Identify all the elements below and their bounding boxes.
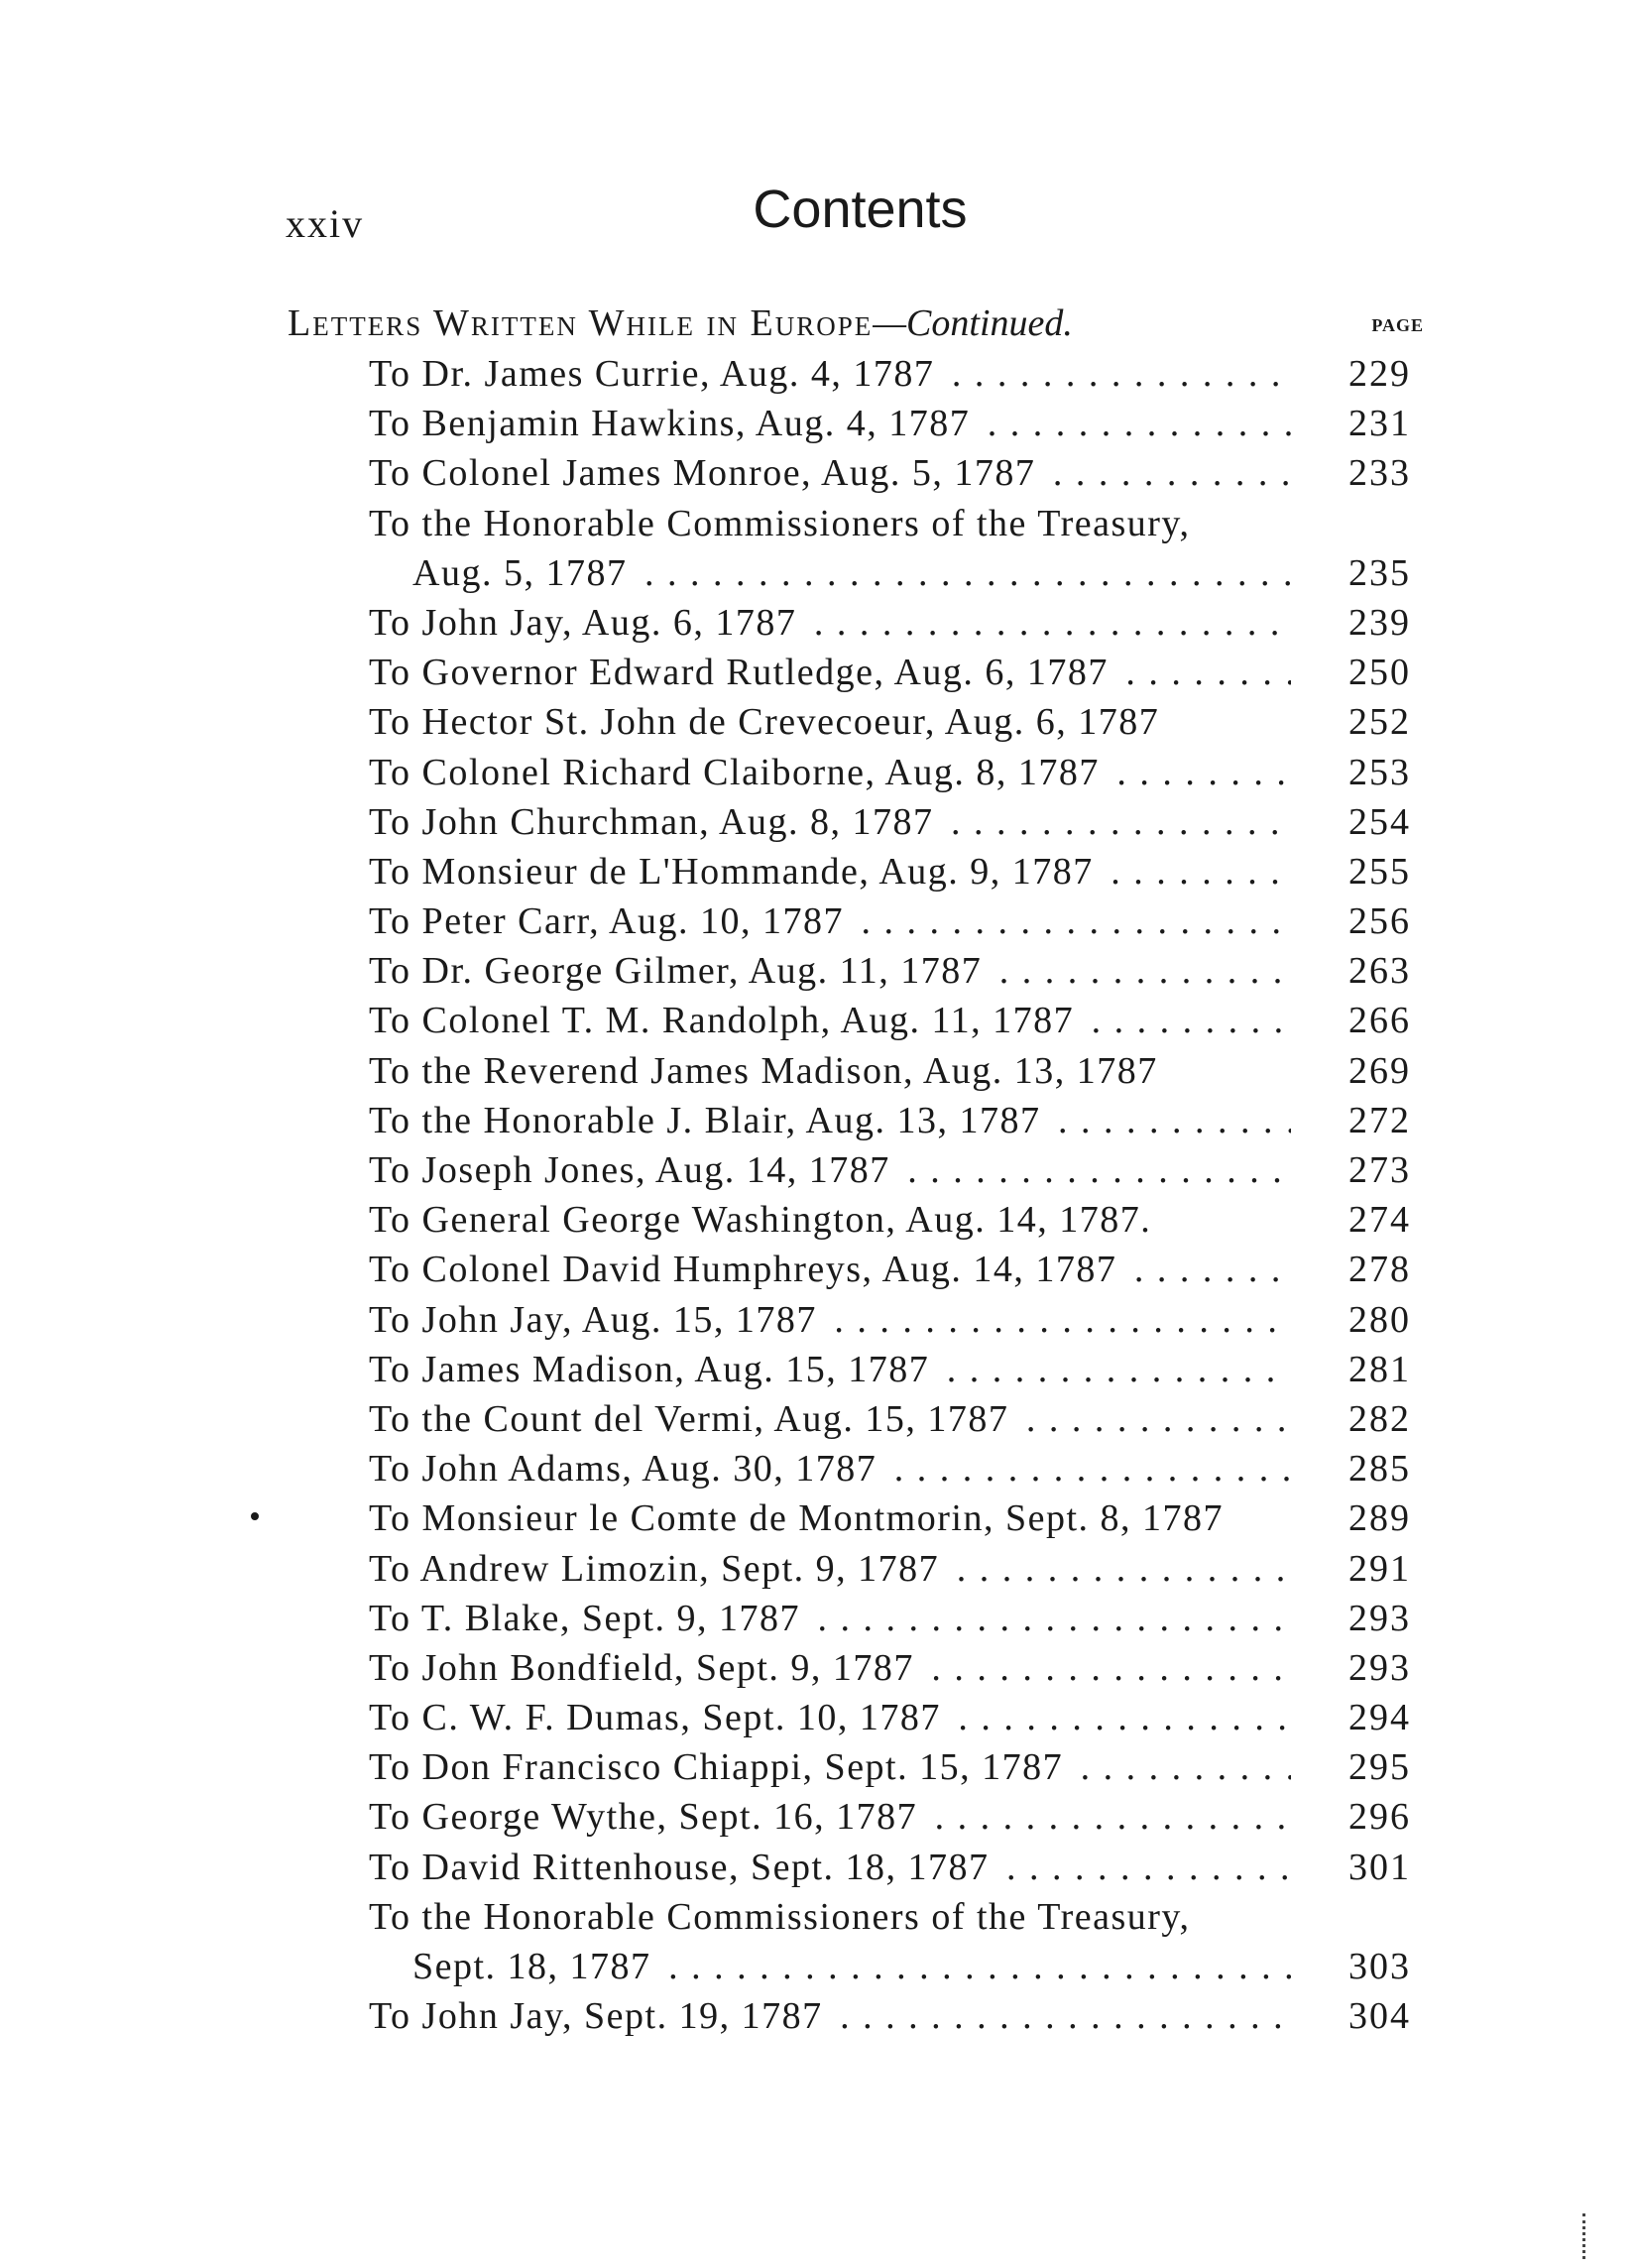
toc-entry-title: To the Count del Vermi, Aug. 15, 1787	[369, 1398, 1014, 1440]
toc-entry-page: 285	[1348, 1448, 1411, 1491]
toc-entry[interactable]	[369, 598, 1438, 648]
toc-entry-title: To Joseph Jones, Aug. 14, 1787	[369, 1149, 896, 1191]
toc-entry-title: Aug. 5, 1787	[412, 552, 633, 594]
toc-entry-page: 231	[1348, 403, 1411, 445]
toc-entry-title: To Colonel T. M. Randolph, Aug. 11, 1787	[369, 1000, 1080, 1041]
toc-entry-title: To Andrew Limozin, Sept. 9, 1787	[369, 1548, 945, 1590]
toc-entry-title: To the Honorable Commissioners of the Treasury,	[369, 503, 1196, 544]
toc-entry[interactable]	[369, 1693, 1438, 1742]
toc-entry-title: To Monsieur de L'Hommande, Aug. 9, 1787	[369, 851, 1100, 893]
toc-entry-page: 274	[1348, 1199, 1411, 1242]
toc-entry-page: 293	[1348, 1646, 1411, 1689]
toc-entry-title: To C. W. F. Dumas, Sept. 10, 1787	[369, 1697, 947, 1738]
toc-entry-page: 233	[1348, 452, 1411, 495]
toc-entry[interactable]	[369, 399, 1438, 448]
toc-entry[interactable]	[369, 946, 1438, 996]
toc-entry-title: To James Madison, Aug. 15, 1787	[369, 1349, 935, 1390]
toc-entry[interactable]	[369, 1493, 1438, 1543]
running-head	[0, 179, 1637, 258]
toc-entry-page: 253	[1348, 751, 1411, 793]
toc-entry[interactable]	[369, 1792, 1438, 1842]
toc-entry-title: To David Rittenhouse, Sept. 18, 1787	[369, 1847, 995, 1888]
toc-entry[interactable]	[369, 1892, 1438, 1942]
toc-entry-title: To Governor Edward Rutledge, Aug. 6, 1787	[369, 652, 1114, 693]
page-edge-mark	[1582, 2213, 1588, 2259]
toc-entry[interactable]	[369, 349, 1438, 399]
toc-entry-title: To Colonel Richard Claiborne, Aug. 8, 1787	[369, 752, 1106, 793]
toc-entry[interactable]	[369, 996, 1438, 1045]
toc-entry-continuation[interactable]	[369, 548, 1438, 598]
toc-entry-page: 289	[1348, 1497, 1411, 1540]
toc-entry-page: 273	[1348, 1149, 1411, 1191]
page-title: Contents	[753, 179, 968, 239]
toc-entry-page: 304	[1348, 1995, 1411, 2038]
toc-entry[interactable]	[369, 648, 1438, 697]
toc-entry-title: To Colonel David Humphreys, Aug. 14, 1787	[369, 1249, 1122, 1290]
page-column-label: PAGE	[1371, 315, 1424, 335]
toc-entry-title: To George Wythe, Sept. 16, 1787	[369, 1796, 923, 1838]
toc-entry[interactable]	[369, 1742, 1438, 1792]
toc-entry-title: To John Bondfield, Sept. 9, 1787	[369, 1647, 920, 1689]
toc-entry[interactable]	[369, 1345, 1438, 1394]
toc-entry-page: 295	[1348, 1746, 1411, 1789]
toc-entry-page: 272	[1348, 1099, 1411, 1141]
toc-entry-page: 293	[1348, 1597, 1411, 1639]
toc-entry-page: 303	[1348, 1946, 1411, 1987]
toc-entry-page: 266	[1348, 1000, 1411, 1042]
page-number: xxiv	[286, 201, 365, 246]
toc-entry-page: 280	[1348, 1298, 1411, 1341]
toc-entry-page: 301	[1348, 1846, 1411, 1888]
toc-entry[interactable]	[369, 448, 1438, 498]
toc-entry[interactable]	[369, 896, 1438, 946]
margin-mark	[251, 1512, 259, 1520]
toc-entry-page: 278	[1348, 1249, 1411, 1291]
section-title: Letters Written While in Europe	[288, 302, 874, 344]
section-continued: —Continued.	[873, 302, 1073, 344]
toc-entry-page: 254	[1348, 800, 1411, 843]
toc-entry[interactable]	[369, 1843, 1438, 1892]
toc-entry-page: 263	[1348, 950, 1411, 993]
toc-entry-page: 291	[1348, 1547, 1411, 1590]
toc-entry[interactable]	[369, 1245, 1438, 1294]
toc-entry-title: To Don Francisco Chiappi, Sept. 15, 1787	[369, 1746, 1069, 1788]
toc-entry-continuation[interactable]	[369, 1942, 1438, 1991]
toc-entry[interactable]	[369, 1594, 1438, 1643]
toc-entry[interactable]	[369, 1991, 1438, 2041]
toc-entry[interactable]	[369, 797, 1438, 847]
toc-entry-page: 255	[1348, 850, 1411, 893]
toc-entry-title: To John Jay, Aug. 6, 1787	[369, 602, 802, 644]
toc-entry-page: 235	[1348, 551, 1411, 594]
toc-entry-page: 239	[1348, 601, 1411, 644]
section-heading	[288, 301, 1438, 345]
toc-entry[interactable]	[369, 1544, 1438, 1594]
toc-entry-title: To Dr. George Gilmer, Aug. 11, 1787	[369, 950, 988, 992]
toc-entry-page: 282	[1348, 1397, 1411, 1440]
toc-entry-title: To John Jay, Aug. 15, 1787	[369, 1299, 823, 1341]
toc-entry-page: 252	[1348, 701, 1411, 744]
toc-entry-page: 256	[1348, 900, 1411, 943]
toc-entry-title: To the Honorable Commissioners of the Treasury,	[369, 1896, 1196, 1938]
toc-entry[interactable]	[369, 697, 1438, 747]
toc-entry-title: To John Jay, Sept. 19, 1787	[369, 1995, 829, 2037]
toc-entry[interactable]	[369, 1444, 1438, 1493]
toc-entry-page: 269	[1348, 1049, 1411, 1092]
toc-entry-title: To John Churchman, Aug. 8, 1787	[369, 801, 939, 843]
toc-entry-title: To Dr. James Currie, Aug. 4, 1787	[369, 353, 940, 395]
toc-entry-title: To the Reverend James Madison, Aug. 13, 1787	[369, 1050, 1164, 1092]
toc-entry[interactable]	[369, 847, 1438, 896]
toc-entry[interactable]	[369, 1195, 1438, 1245]
toc-entry[interactable]	[369, 1643, 1438, 1693]
contents-list	[369, 349, 1438, 2041]
toc-entry[interactable]	[369, 1096, 1438, 1145]
toc-entry[interactable]	[369, 1295, 1438, 1345]
toc-entry-title: To Monsieur le Comte de Montmorin, Sept. 8, 1787	[369, 1497, 1229, 1539]
toc-entry[interactable]	[369, 1394, 1438, 1444]
toc-entry[interactable]	[369, 1046, 1438, 1096]
toc-entry-page: 296	[1348, 1796, 1411, 1839]
toc-entry[interactable]	[369, 748, 1438, 797]
toc-entry[interactable]	[369, 1145, 1438, 1195]
toc-entry-page: 281	[1348, 1348, 1411, 1390]
toc-entry-page: 229	[1348, 353, 1411, 395]
toc-entry[interactable]	[369, 499, 1438, 548]
toc-entry-title: To Colonel James Monroe, Aug. 5, 1787	[369, 452, 1041, 494]
toc-entry-title: To T. Blake, Sept. 9, 1787	[369, 1598, 806, 1639]
toc-entry-title: To Benjamin Hawkins, Aug. 4, 1787	[369, 403, 976, 444]
toc-entry-title: Sept. 18, 1787	[412, 1946, 657, 1987]
toc-entry-page: 250	[1348, 652, 1411, 694]
toc-entry-title: To the Honorable J. Blair, Aug. 13, 1787	[369, 1100, 1046, 1141]
toc-entry-title: To Hector St. John de Crevecoeur, Aug. 6, 1787	[369, 701, 1165, 743]
toc-entry-title: To Peter Carr, Aug. 10, 1787	[369, 900, 850, 942]
toc-entry-title: To John Adams, Aug. 30, 1787	[369, 1448, 882, 1490]
toc-entry-page: 294	[1348, 1697, 1411, 1739]
toc-entry-title: To General George Washington, Aug. 14, 1787.	[369, 1199, 1157, 1241]
